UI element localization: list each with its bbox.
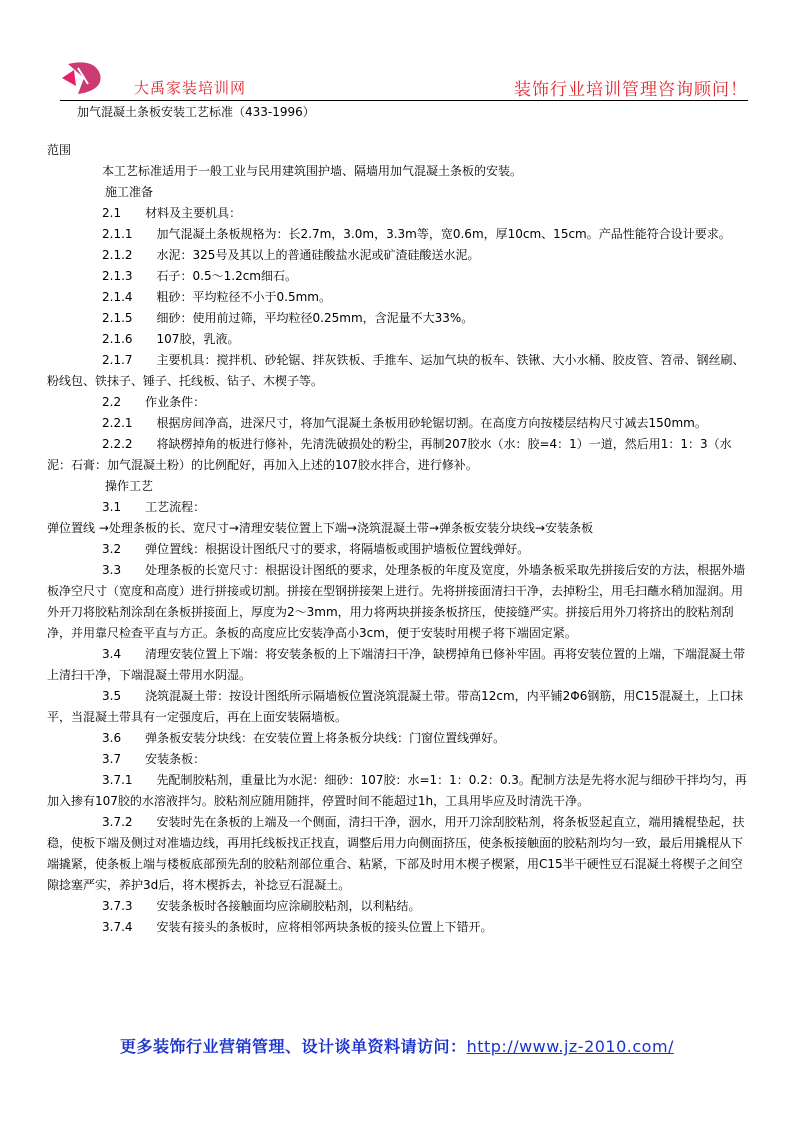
clause: 2.1 材料及主要机具：: [102, 206, 242, 220]
clause: 3.7.1 先配制胶粘剂，重量比为水泥：细砂：107胶：水=1：1：0.2：0.3。配制方法是先将水泥与细砂干拌均匀，再加入掺有107胶的水溶液拌匀。胶粘剂应随用随拌，停置时间不能超过1h，工具用毕应及时清洗干净。: [47, 773, 747, 808]
header-divider: [60, 100, 748, 101]
clause: 3.5 浇筑混凝土带：按设计图纸所示隔墙板位置浇筑混凝土带。带高12cm，内平铺2Φ6钢筋，用C15混凝土，上口抹平，当混凝土带具有一定强度后，再在上面安装隔墙板。: [47, 689, 744, 724]
section-heading: 操作工艺: [105, 479, 154, 493]
paragraph: 本工艺标准适用于一般工业与民用建筑围护墙、隔墙用加气混凝土条板的安装。: [102, 164, 523, 178]
clause: 2.1.2 水泥：325号及其以上的普通硅酸盐水泥或矿渣硅酸送水泥。: [102, 248, 480, 262]
clause: 2.1.4 粗砂：平均粒径不小于0.5mm。: [102, 290, 331, 304]
clause: 2.2.1 根据房间净高，进深尺寸，将加气混凝土条板用砂轮锯切割。在高度方向按楼层结构尺寸减去150mm。: [102, 416, 707, 430]
process-flow: 弹位置线 →处理条板的长、宽尺寸→清理安装位置上下端→浇筑混凝土带→弹条板安装分块线→安装条板: [47, 521, 594, 535]
clause: 3.7.4 安装有接头的条板时，应将相邻两块条板的接头位置上下错开。: [102, 920, 493, 934]
section-heading: 范围: [47, 143, 72, 157]
document-body: [47, 140, 747, 938]
brand-logo-icon: [60, 58, 108, 98]
clause: 2.1.6 107胶，乳液。: [102, 332, 240, 346]
clause: 3.7.2 安装时先在条板的上端及一个侧面，清扫干净，洇水，用开刀涂刮胶粘剂，将条板竖起直立，端用撬棍垫起，扶稳，使板下端及侧过对准墙边线，再用托线板找正找直，调整后用力向侧面挤压，使条板接触面的胶粘剂均匀一致，最后用撬棍从下端撬紧，使条板上端与楼板底部预先刮的胶粘剂部位重合、粘紧，下部及时用木楔子楔紧，用C15半干硬性豆石混凝土将楔子之间空隙捻塞严实，养护3d后，将木楔拆去，补捻豆石混凝土。: [47, 815, 745, 892]
footer-link[interactable]: http://www.jz-2010.com/: [466, 1037, 674, 1056]
clause: 3.2 弹位置线：根据设计图纸尺寸的要求，将隔墙板或围护墙板位置线弹好。: [102, 542, 530, 556]
clause: 3.1 工艺流程：: [102, 500, 206, 514]
clause: 3.7 安装条板：: [102, 752, 206, 766]
clause: 2.2.2 将缺楞掉角的板进行修补，先清洗破损处的粉尘，再制207胶水（水：胶=4：1）一道，然后用1：1：3（水泥：石膏：加气混凝土粉）的比例配好，再加入上述的107胶水拌合，进行修补。: [47, 437, 732, 472]
clause: 2.1.1 加气混凝土条板规格为：长2.7m，3.0m，3.3m等，宽0.6m，厚10cm、15cm。产品性能符合设计要求。: [102, 227, 731, 241]
clause: 3.3 处理条板的长宽尺寸：根据设计图纸的要求，处理条板的年度及宽度，外墙条板采取先拼接后安的方法，根据外墙板净空尺寸（宽度和高度）进行拼接或切割。拼接在型钢拼接架上进行。先将拼接面清扫干净，去掉粉尘，用毛扫蘸水稍加湿润。用外开刀将胶粘剂涂刮在条板拼接面上，厚度为2～3mm，用力将两块拼接条板挤压，使接缝严实。拼接后用外刀将挤出的胶粘剂刮净，并用靠尺检查平直与方正。条板的高度应比安装净高小3cm，便于安装时用楔子将下端固定紧。: [47, 563, 746, 640]
clause: 2.2 作业条件：: [102, 395, 206, 409]
clause: 3.7.3 安装条板时各接触面均应涂刷胶粘剂，以利粘结。: [102, 899, 421, 913]
header-slogan: 装饰行业培训管理咨询顾问！: [514, 80, 748, 100]
clause: 2.1.3 石子：0.5～1.2cm细石。: [102, 269, 297, 283]
brand-name: 大禹家装培训网: [134, 79, 247, 97]
document-title: 加气混凝土条板安装工艺标准（433-1996）: [77, 105, 315, 119]
clause: 2.1.5 细砂：使用前过筛，平均粒径0.25mm，含泥量不大33%。: [102, 311, 474, 325]
clause: 3.4 清理安装位置上下端：将安装条板的上下端清扫干净，缺楞掉角已修补牢固。再将安装位置的上端，下端混凝土带上清扫干净，下端混凝土带用水阴湿。: [47, 647, 746, 682]
footer-text: 更多装饰行业营销管理、设计谈单资料请访问：: [120, 1037, 467, 1056]
clause: 3.6 弹条板安装分块线：在安装位置上将条板分块线：门窗位置线弹好。: [102, 731, 506, 745]
page-footer: [0, 1034, 794, 1057]
page-header: [60, 58, 748, 102]
clause: 2.1.7 主要机具：搅拌机、砂轮锯、拌灰铁板、手推车、运加气块的板车、铁锹、大小水桶、胶皮管、笤帚、钢丝刷、粉线包、铁抹子、锤子、托线板、钻子、木楔子等。: [47, 353, 745, 388]
section-heading: 施工准备: [105, 185, 154, 199]
